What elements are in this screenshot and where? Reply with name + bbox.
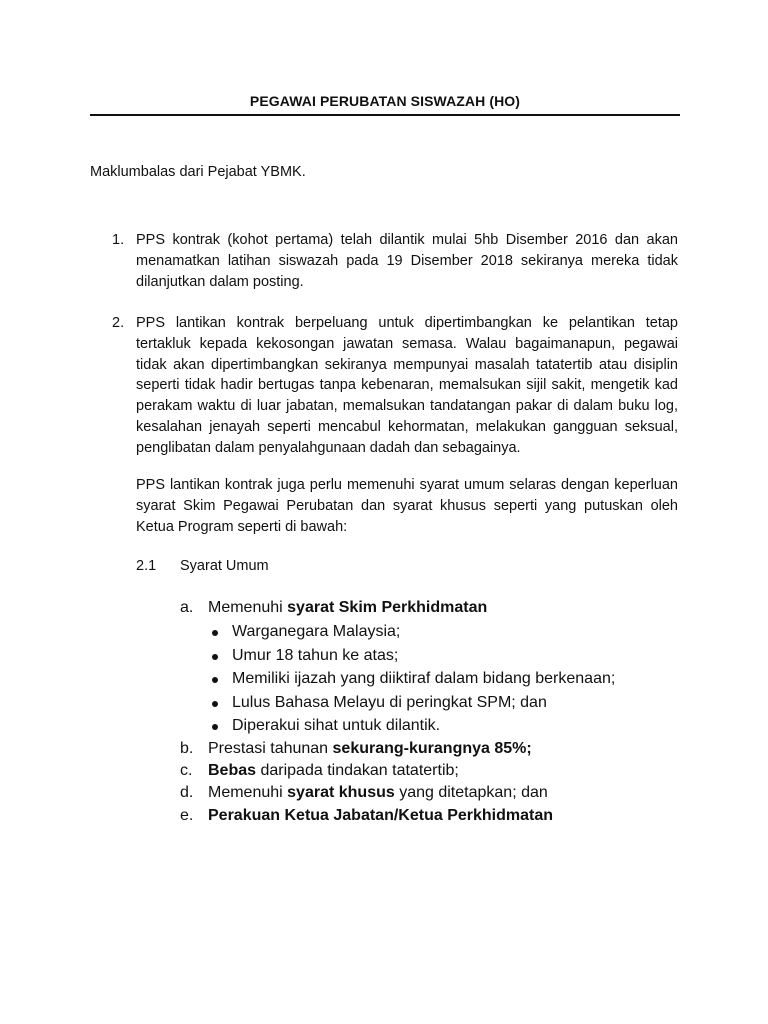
criterion-text: Perakuan Ketua Jabatan/Ketua Perkhidmatan [208,807,554,824]
document-page: PEGAWAI PERUBATAN SISWAZAH (HO) Maklumbalas dari Pejabat YBMK. 1. PPS kontrak (kohot pertama) telah dilantik mulai 5hb Disember 2016 dan akan menamatkan latihan siswazah pada 19 Disember 2018 sekiranya mereka tidak dilanjutkan dalam posting. 2. PPS lantikan kontrak berpeluang untuk dipertimbangkan ke pelantikan tetap tertakluk kepada kekosongan jawatan semasa. Walau bagaimanapun, pegawai tidak akan dipertimbangkan sekiranya mempunyai masalah tatatertib atau disiplin seperti tidak hadir bertugas tanpa kebenaran, memalsukan sijil sakit, mengetik kad perakam waktu di luar jabatan, memalsukan tandatangan pakar di dalam buku log, kesalahan jenayah seperti mencabul kehormatan, melakukan gangguan seksual, penglibatan dalam penyalahgunaan dadah dan sebagainya. PPS lantikan kontrak juga perlu memenuhi syarat umum selaras dengan keperluan syarat Skim Pegawai Perubatan dan syarat khusus seperti yang putuskan oleh Ketua Program seperti di bawah: 2.1 Syarat Umum a. Memenuhi syarat Skim Perkhidmatan Warganegara Malaysia; Umur 18 tahun ke atas; Memiliki ijazah yang diiktiraf dalam bidang berkenaan; Lulus Bahasa Melayu di peringkat SPM; dan Diperakui sihat untuk dilantik. b. Prestasi tahunan sekurang-kurangnya 85%; c. Bebas daripada tindakan tatatertib; d. Memenuhi syarat khusus yang ditetapkan; dan e. Perakuan Ketua Jabatan/Ketua Perkhidmatan [90,93,678,824]
requirements-paragraph: PPS lantikan kontrak juga perlu memenuhi syarat umum selaras dengan keperluan syarat Skim Pegawai Perubatan dan syarat khusus seperti yang putuskan oleh Ketua Program seperti di bawah: [136,477,678,535]
criterion-text: Memenuhi syarat khusus yang ditetapkan; dan [208,784,548,801]
section-number: 2.1 [136,558,157,574]
title-underline [90,114,680,116]
criterion-label: b. [180,740,194,757]
item-text: PPS kontrak (kohot pertama) telah dilantik mulai 5hb Disember 2016 dan akan menamatkan latihan siswazah pada 19 Disember 2018 sekiranya mereka tidak dilanjutkan dalam posting. [136,232,678,290]
item-number: 2. [112,315,125,331]
bullet-dot-icon [212,724,218,730]
criterion-text: Prestasi tahunan sekurang-kurangnya 85%; [208,740,532,757]
bullet-dot-icon [212,654,218,660]
item-number: 1. [112,232,125,248]
criterion-label: e. [180,807,194,824]
numbered-item-2 [90,313,678,459]
criterion-text: Bebas daripada tindakan tatatertib; [208,762,459,779]
criterion-label: c. [180,762,193,779]
criterion-label: d. [180,784,194,801]
section-title: Syarat Umum [180,558,269,574]
bullet-dot-icon [212,701,218,707]
bullet-dot-icon [212,630,218,636]
item-text: PPS lantikan kontrak berpeluang untuk dipertimbangkan ke pelantikan tetap tertakluk kepada kekosongan jawatan semasa. Walau bagaimanapun, pegawai tidak akan dipertimbangkan sekiranya mempunyai masalah tatatertib atau disiplin seperti tidak hadir bertugas tanpa kebenaran, memalsukan sijil sakit, mengetik kad perakam waktu di luar jabatan, memalsukan tandatangan pakar di dalam buku log, kesalahan jenayah seperti mencabul kehormatan, melakukan gangguan seksual, penglibatan dalam penyalahgunaan dadah dan sebagainya. [136,315,678,456]
criterion-text: Memenuhi syarat Skim Perkhidmatan [208,599,488,616]
criterion-label: a. [180,599,194,616]
intro-line: Maklumbalas dari Pejabat YBMK. [90,164,306,180]
document-title: PEGAWAI PERUBATAN SISWAZAH (HO) [249,93,521,109]
bullet-dot-icon [212,677,218,683]
numbered-item-1 [90,230,678,292]
